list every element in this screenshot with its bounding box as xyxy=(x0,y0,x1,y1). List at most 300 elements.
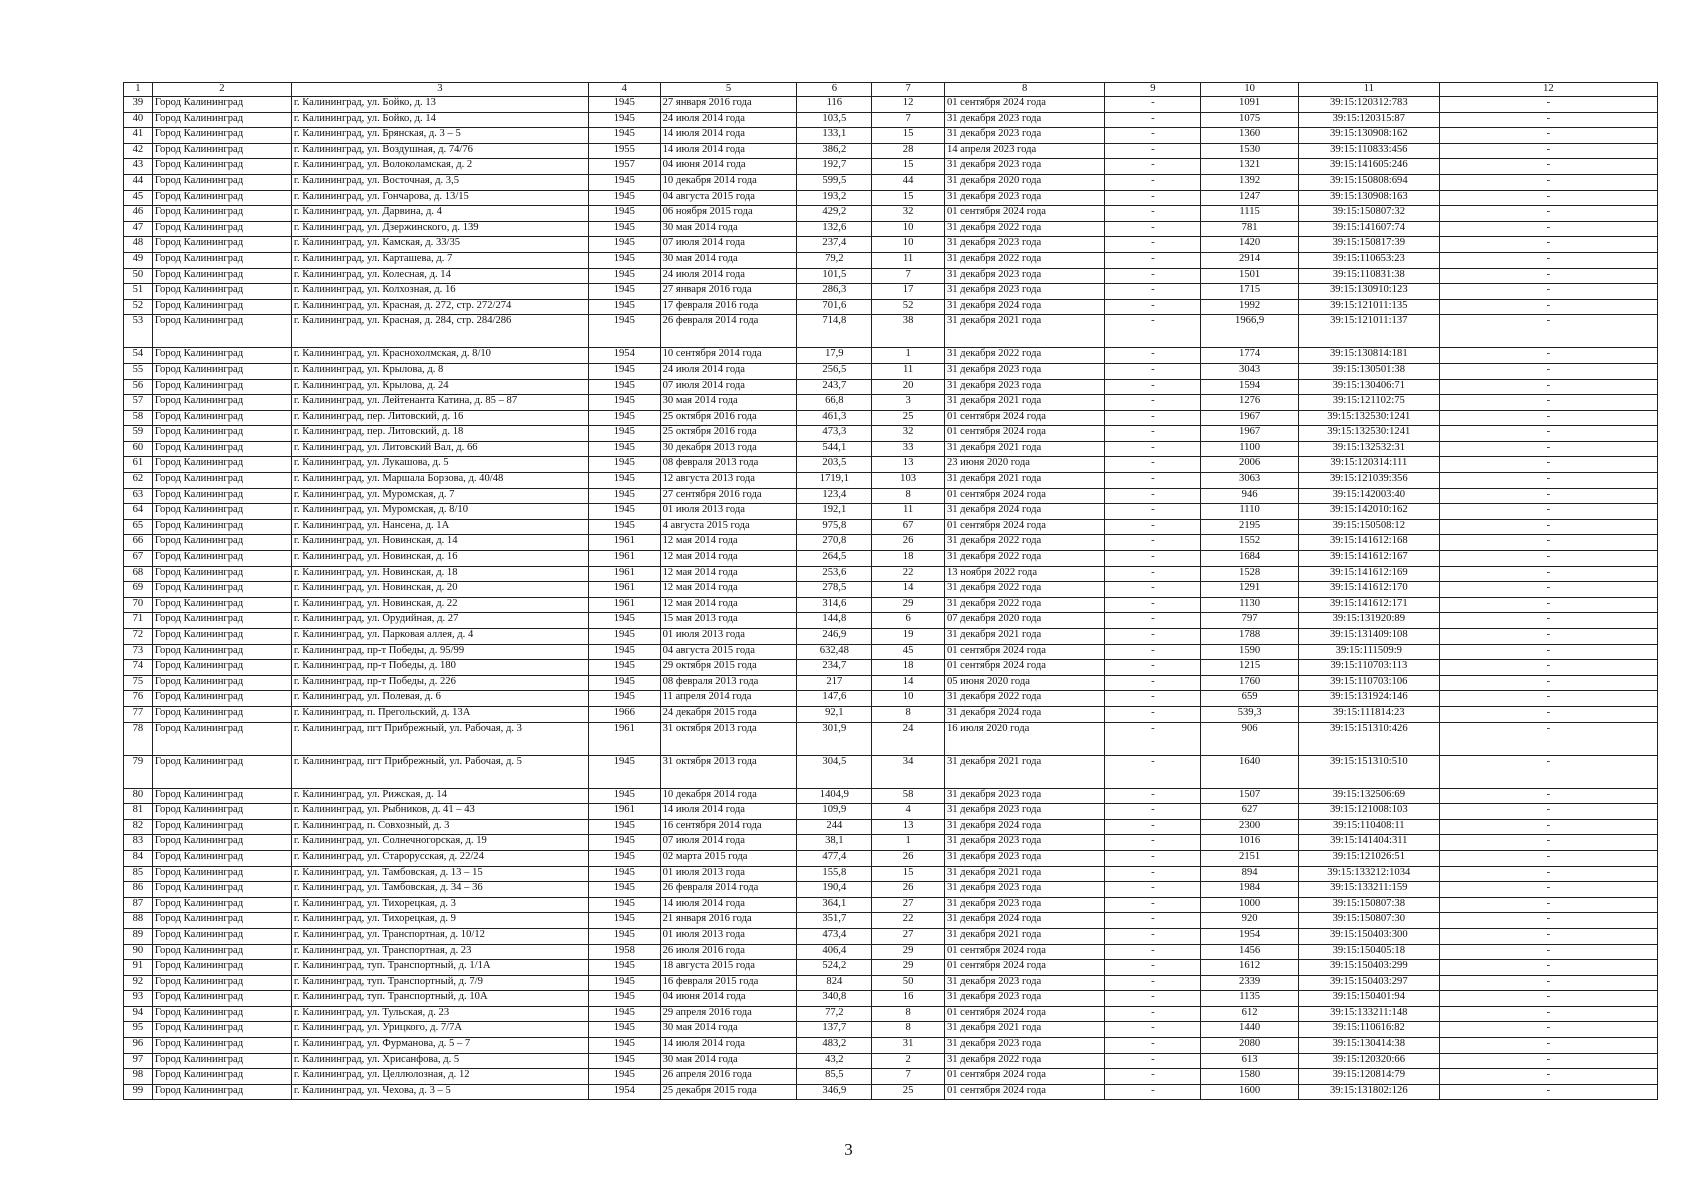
table-cell: 85,5 xyxy=(797,1069,872,1085)
table-cell: - xyxy=(1105,190,1201,206)
table-cell: 1945 xyxy=(588,395,660,411)
table-cell: 39:15:132530:1241 xyxy=(1298,426,1439,442)
table-cell: 39:15:142010:162 xyxy=(1298,504,1439,520)
table-cell: 31 декабря 2024 года xyxy=(944,706,1104,722)
table-cell: Город Калининград xyxy=(152,268,291,284)
table-cell: - xyxy=(1439,960,1657,976)
table-cell: 31 октября 2013 года xyxy=(660,722,797,755)
table-cell: г. Калининград, ул. Чехова, д. 3 – 5 xyxy=(291,1084,588,1100)
table-cell: - xyxy=(1105,1053,1201,1069)
table-cell: 13 xyxy=(872,457,945,473)
table-cell: Город Калининград xyxy=(152,379,291,395)
table-cell: 192,7 xyxy=(797,159,872,175)
table-cell: г. Калининград, ул. Краснохолмская, д. 8/10 xyxy=(291,348,588,364)
table-cell: - xyxy=(1439,691,1657,707)
table-row xyxy=(124,788,1658,804)
table-cell: 62 xyxy=(124,473,153,489)
table-cell: - xyxy=(1105,975,1201,991)
table-cell: 1291 xyxy=(1201,582,1298,598)
table-cell: - xyxy=(1105,613,1201,629)
table-row xyxy=(124,268,1658,284)
table-cell: 39:15:133211:148 xyxy=(1298,1006,1439,1022)
table-cell: 74 xyxy=(124,660,153,676)
table-cell: Город Калининград xyxy=(152,975,291,991)
table-cell: 18 августа 2015 года xyxy=(660,960,797,976)
table-cell: 8 xyxy=(872,1022,945,1038)
table-row xyxy=(124,1022,1658,1038)
table-row xyxy=(124,112,1658,128)
table-cell: 47 xyxy=(124,221,153,237)
table-cell: 1945 xyxy=(588,850,660,866)
table-cell: г. Калининград, ул. Тихорецкая, д. 9 xyxy=(291,913,588,929)
table-cell: 39:15:141605:246 xyxy=(1298,159,1439,175)
table-cell: Город Калининград xyxy=(152,928,291,944)
table-cell: 17,9 xyxy=(797,348,872,364)
table-cell: 01 сентября 2024 года xyxy=(944,519,1104,535)
table-cell: 16 февраля 2015 года xyxy=(660,975,797,991)
table-cell: 613 xyxy=(1201,1053,1298,1069)
table-cell: 30 мая 2014 года xyxy=(660,395,797,411)
table-row xyxy=(124,519,1658,535)
table-cell: 30 декабря 2013 года xyxy=(660,441,797,457)
table-cell: 12 мая 2014 года xyxy=(660,582,797,598)
table-cell: 19 xyxy=(872,629,945,645)
table-cell: 1640 xyxy=(1201,755,1298,788)
table-cell: 16 xyxy=(872,991,945,1007)
table-cell: 39:15:120320:66 xyxy=(1298,1053,1439,1069)
table-cell: 1954 xyxy=(588,348,660,364)
table-row xyxy=(124,426,1658,442)
table-cell: 137,7 xyxy=(797,1022,872,1038)
table-cell: 10 xyxy=(872,221,945,237)
table-cell: 39:15:141612:171 xyxy=(1298,597,1439,613)
table-cell: 2080 xyxy=(1201,1038,1298,1054)
table-cell: 8 xyxy=(872,1006,945,1022)
table-cell: - xyxy=(1105,504,1201,520)
table-cell: 39:15:121011:135 xyxy=(1298,299,1439,315)
table-cell: 07 июля 2014 года xyxy=(660,835,797,851)
table-cell: 10 декабря 2014 года xyxy=(660,788,797,804)
table-cell: Город Калининград xyxy=(152,535,291,551)
table-row xyxy=(124,944,1658,960)
table-cell: 1016 xyxy=(1201,835,1298,851)
table-cell: 1945 xyxy=(588,457,660,473)
table-cell: г. Калининград, ул. Орудийная, д. 27 xyxy=(291,613,588,629)
table-cell: - xyxy=(1439,159,1657,175)
table-cell: 1 xyxy=(872,835,945,851)
table-cell: 246,9 xyxy=(797,629,872,645)
table-cell: - xyxy=(1439,395,1657,411)
table-cell: 1100 xyxy=(1201,441,1298,457)
table-cell: г. Калининград, ул. Красная, д. 272, стр. 272/274 xyxy=(291,299,588,315)
table-cell: 26 xyxy=(872,535,945,551)
table-cell: Город Калининград xyxy=(152,473,291,489)
table-cell: 1945 xyxy=(588,174,660,190)
table-cell: 1404,9 xyxy=(797,788,872,804)
table-cell: 1788 xyxy=(1201,629,1298,645)
table-cell: Город Калининград xyxy=(152,97,291,113)
table-cell: г. Калининград, ул. Рижская, д. 14 xyxy=(291,788,588,804)
table-cell: - xyxy=(1105,960,1201,976)
table-cell: 101,5 xyxy=(797,268,872,284)
table-cell: 29 xyxy=(872,960,945,976)
table-cell: 43 xyxy=(124,159,153,175)
table-cell: 39:15:131409:108 xyxy=(1298,629,1439,645)
table-cell: 16 июля 2020 года xyxy=(944,722,1104,755)
table-cell: - xyxy=(1105,395,1201,411)
table-cell: - xyxy=(1105,835,1201,851)
table-cell: 314,6 xyxy=(797,597,872,613)
table-cell: 31 декабря 2022 года xyxy=(944,582,1104,598)
table-cell: 92,1 xyxy=(797,706,872,722)
table-cell: Город Калининград xyxy=(152,363,291,379)
table-row xyxy=(124,190,1658,206)
table-cell: 1600 xyxy=(1201,1084,1298,1100)
table-cell: 39:15:121011:137 xyxy=(1298,315,1439,348)
table-cell: 14 xyxy=(872,582,945,598)
table-cell: - xyxy=(1105,897,1201,913)
table-cell: 51 xyxy=(124,284,153,300)
table-cell: 1091 xyxy=(1201,97,1298,113)
table-cell: 01 сентября 2024 года xyxy=(944,410,1104,426)
table-cell: 39:15:150508:12 xyxy=(1298,519,1439,535)
table-cell: 22 xyxy=(872,913,945,929)
table-cell: г. Калининград, ул. Бойко, д. 14 xyxy=(291,112,588,128)
table-cell: - xyxy=(1439,143,1657,159)
table-cell: 31 декабря 2023 года xyxy=(944,112,1104,128)
table-cell: 31 октября 2013 года xyxy=(660,755,797,788)
table-cell: 1000 xyxy=(1201,897,1298,913)
table-cell: г. Калининград, ул. Новинская, д. 22 xyxy=(291,597,588,613)
table-cell: - xyxy=(1439,975,1657,991)
table-cell: 797 xyxy=(1201,613,1298,629)
table-cell: 1945 xyxy=(588,629,660,645)
table-cell: 31 декабря 2021 года xyxy=(944,395,1104,411)
table-cell: г. Калининград, пер. Литовский, д. 18 xyxy=(291,426,588,442)
table-cell: 45 xyxy=(124,190,153,206)
table-cell: - xyxy=(1439,819,1657,835)
table-cell: 81 xyxy=(124,804,153,820)
table-cell: Город Калининград xyxy=(152,441,291,457)
table-cell: 31 декабря 2022 года xyxy=(944,691,1104,707)
table-cell: Город Калининград xyxy=(152,660,291,676)
table-cell: г. Калининград, ул. Хрисанфова, д. 5 xyxy=(291,1053,588,1069)
table-cell: 92 xyxy=(124,975,153,991)
table-cell: 1961 xyxy=(588,535,660,551)
table-cell: 31 декабря 2023 года xyxy=(944,237,1104,253)
table-cell: 701,6 xyxy=(797,299,872,315)
table-cell: 08 февраля 2013 года xyxy=(660,675,797,691)
table-cell: 39:15:131924:146 xyxy=(1298,691,1439,707)
table-cell: 31 декабря 2023 года xyxy=(944,159,1104,175)
table-cell: 7 xyxy=(872,268,945,284)
table-cell: - xyxy=(1439,882,1657,898)
table-cell: 72 xyxy=(124,629,153,645)
table-cell: 539,3 xyxy=(1201,706,1298,722)
table-cell: 1961 xyxy=(588,597,660,613)
table-cell: 3043 xyxy=(1201,363,1298,379)
table-row xyxy=(124,755,1658,788)
table-cell: 11 xyxy=(872,363,945,379)
table-cell: - xyxy=(1439,473,1657,489)
table-row xyxy=(124,488,1658,504)
table-cell: - xyxy=(1439,237,1657,253)
table-cell: 39:15:110703:113 xyxy=(1298,660,1439,676)
table-cell: 1966,9 xyxy=(1201,315,1298,348)
table-cell: 04 августа 2015 года xyxy=(660,190,797,206)
table-row xyxy=(124,348,1658,364)
table-cell: 1456 xyxy=(1201,944,1298,960)
table-cell: 60 xyxy=(124,441,153,457)
table-cell: 94 xyxy=(124,1006,153,1022)
table-cell: 73 xyxy=(124,644,153,660)
table-cell: - xyxy=(1439,629,1657,645)
table-cell: 2300 xyxy=(1201,819,1298,835)
table-cell: Город Калининград xyxy=(152,788,291,804)
table-row xyxy=(124,1038,1658,1054)
table-cell: 88 xyxy=(124,913,153,929)
table-cell: 04 июня 2014 года xyxy=(660,991,797,1007)
table-row xyxy=(124,504,1658,520)
table-cell: г. Калининград, пр-т Победы, д. 180 xyxy=(291,660,588,676)
table-row xyxy=(124,159,1658,175)
table-cell: 217 xyxy=(797,675,872,691)
table-cell: Город Калининград xyxy=(152,850,291,866)
table-cell: 01 сентября 2024 года xyxy=(944,1084,1104,1100)
table-cell: 15 xyxy=(872,128,945,144)
table-cell: 39:15:130414:38 xyxy=(1298,1038,1439,1054)
table-cell: - xyxy=(1105,991,1201,1007)
table-cell: 1552 xyxy=(1201,535,1298,551)
table-cell: 61 xyxy=(124,457,153,473)
table-cell: Город Калининград xyxy=(152,128,291,144)
table-cell: 1961 xyxy=(588,804,660,820)
table-cell: 24 декабря 2015 года xyxy=(660,706,797,722)
table-cell: 13 xyxy=(872,819,945,835)
table-cell: 31 декабря 2021 года xyxy=(944,755,1104,788)
table-cell: 07 декабря 2020 года xyxy=(944,613,1104,629)
table-cell: Город Калининград xyxy=(152,174,291,190)
table-cell: - xyxy=(1439,613,1657,629)
table-cell: 54 xyxy=(124,348,153,364)
table-cell: 31 декабря 2024 года xyxy=(944,913,1104,929)
table-cell: 01 сентября 2024 года xyxy=(944,660,1104,676)
table-cell: 3 xyxy=(872,395,945,411)
table-cell: 04 августа 2015 года xyxy=(660,644,797,660)
table-cell: Город Калининград xyxy=(152,566,291,582)
table-cell: 66 xyxy=(124,535,153,551)
table-cell: 39:15:130814:181 xyxy=(1298,348,1439,364)
table-cell: г. Калининград, ул. Парковая аллея, д. 4 xyxy=(291,629,588,645)
table-cell: 39:15:132532:31 xyxy=(1298,441,1439,457)
table-cell: 39:15:120312:783 xyxy=(1298,97,1439,113)
table-cell: 1684 xyxy=(1201,551,1298,567)
table-cell: 01 сентября 2024 года xyxy=(944,944,1104,960)
table-cell: 31 декабря 2022 года xyxy=(944,348,1104,364)
table-cell: 1961 xyxy=(588,551,660,567)
table-cell: 68 xyxy=(124,566,153,582)
table-cell: г. Калининград, ул. Красная, д. 284, стр. 284/286 xyxy=(291,315,588,348)
table-row xyxy=(124,379,1658,395)
table-cell: 4 xyxy=(872,804,945,820)
table-cell: 31 декабря 2023 года xyxy=(944,991,1104,1007)
table-cell: г. Калининград, ул. Колесная, д. 14 xyxy=(291,268,588,284)
table-cell: 80 xyxy=(124,788,153,804)
table-row xyxy=(124,613,1658,629)
table-cell: 59 xyxy=(124,426,153,442)
table-cell: 524,2 xyxy=(797,960,872,976)
table-cell: 14 апреля 2023 года xyxy=(944,143,1104,159)
table-cell: 46 xyxy=(124,206,153,222)
table-row xyxy=(124,706,1658,722)
table-cell: 18 xyxy=(872,660,945,676)
table-row xyxy=(124,221,1658,237)
table-cell: 12 мая 2014 года xyxy=(660,535,797,551)
table-cell: 76 xyxy=(124,691,153,707)
table-cell: 71 xyxy=(124,613,153,629)
table-cell: - xyxy=(1105,268,1201,284)
table-cell: 67 xyxy=(872,519,945,535)
table-cell: 31 декабря 2022 года xyxy=(944,551,1104,567)
table-cell: Город Калининград xyxy=(152,395,291,411)
table-cell: 203,5 xyxy=(797,457,872,473)
table-cell: 1321 xyxy=(1201,159,1298,175)
table-cell: - xyxy=(1105,1038,1201,1054)
table-row xyxy=(124,991,1658,1007)
table-cell: 1215 xyxy=(1201,660,1298,676)
table-row xyxy=(124,722,1658,755)
table-cell: 07 июля 2014 года xyxy=(660,237,797,253)
table-cell: - xyxy=(1439,1053,1657,1069)
table-cell: 1945 xyxy=(588,128,660,144)
table-cell: - xyxy=(1105,660,1201,676)
table-cell: 1945 xyxy=(588,675,660,691)
table-cell: 461,3 xyxy=(797,410,872,426)
table-cell: 39:15:131920:89 xyxy=(1298,613,1439,629)
table-cell: Город Калининград xyxy=(152,613,291,629)
table-cell: - xyxy=(1439,551,1657,567)
table-cell: 1945 xyxy=(588,363,660,379)
table-cell: 103,5 xyxy=(797,112,872,128)
table-cell: 13 ноября 2022 года xyxy=(944,566,1104,582)
table-cell: - xyxy=(1105,488,1201,504)
table-cell: 39:15:120314:111 xyxy=(1298,457,1439,473)
column-header: 3 xyxy=(291,83,588,97)
table-cell: 57 xyxy=(124,395,153,411)
table-cell: Город Калининград xyxy=(152,457,291,473)
table-cell: - xyxy=(1105,363,1201,379)
table-cell: 25 октября 2016 года xyxy=(660,426,797,442)
table-cell: г. Калининград, пгт Прибрежный, ул. Рабочая, д. 5 xyxy=(291,755,588,788)
table-cell: 1961 xyxy=(588,722,660,755)
table-cell: - xyxy=(1439,174,1657,190)
table-cell: 29 апреля 2016 года xyxy=(660,1006,797,1022)
table-cell: - xyxy=(1105,221,1201,237)
table-cell: 1954 xyxy=(588,1084,660,1100)
table-cell: 192,1 xyxy=(797,504,872,520)
table-cell: 01 сентября 2024 года xyxy=(944,1006,1104,1022)
table-cell: - xyxy=(1105,535,1201,551)
table-cell: 1945 xyxy=(588,252,660,268)
table-cell: 30 мая 2014 года xyxy=(660,252,797,268)
table-cell: г. Калининград, ул. Новинская, д. 14 xyxy=(291,535,588,551)
table-cell: 2006 xyxy=(1201,457,1298,473)
table-cell: 32 xyxy=(872,426,945,442)
table-cell: 10 xyxy=(872,237,945,253)
table-row xyxy=(124,850,1658,866)
table-cell: 50 xyxy=(872,975,945,991)
table-cell: 346,9 xyxy=(797,1084,872,1100)
table-cell: 1945 xyxy=(588,473,660,489)
table-cell: г. Калининград, ул. Лукашова, д. 5 xyxy=(291,457,588,473)
table-cell: 1945 xyxy=(588,426,660,442)
table-cell: - xyxy=(1105,237,1201,253)
table-cell: 116 xyxy=(797,97,872,113)
table-cell: 6 xyxy=(872,613,945,629)
table-cell: 39:15:132506:69 xyxy=(1298,788,1439,804)
table-cell: 11 апреля 2014 года xyxy=(660,691,797,707)
table-cell: - xyxy=(1105,97,1201,113)
table-cell: 69 xyxy=(124,582,153,598)
table-cell: г. Калининград, туп. Транспортный, д. 1/1А xyxy=(291,960,588,976)
table-row xyxy=(124,143,1658,159)
table-cell: 29 xyxy=(872,944,945,960)
table-cell: Город Калининград xyxy=(152,426,291,442)
table-cell: 1719,1 xyxy=(797,473,872,489)
table-cell: 01 июля 2013 года xyxy=(660,866,797,882)
table-cell: 01 сентября 2024 года xyxy=(944,488,1104,504)
table-cell: 1945 xyxy=(588,284,660,300)
table-cell: - xyxy=(1439,535,1657,551)
table-cell: 1945 xyxy=(588,1053,660,1069)
table-cell: 31 декабря 2021 года xyxy=(944,866,1104,882)
table-cell: 406,4 xyxy=(797,944,872,960)
table-cell: 52 xyxy=(872,299,945,315)
table-cell: - xyxy=(1439,755,1657,788)
table-cell: 01 сентября 2024 года xyxy=(944,960,1104,976)
table-cell: 65 xyxy=(124,519,153,535)
table-cell: 599,5 xyxy=(797,174,872,190)
table-cell: Город Калининград xyxy=(152,722,291,755)
table-cell: Город Калининград xyxy=(152,755,291,788)
table-cell: г. Калининград, ул. Крылова, д. 8 xyxy=(291,363,588,379)
column-header: 9 xyxy=(1105,83,1201,97)
table-cell: 1966 xyxy=(588,706,660,722)
table-cell: 256,5 xyxy=(797,363,872,379)
table-cell: - xyxy=(1105,1022,1201,1038)
table-cell: - xyxy=(1105,379,1201,395)
table-cell: - xyxy=(1439,675,1657,691)
table-cell: г. Калининград, ул. Муромская, д. 7 xyxy=(291,488,588,504)
table-cell: 1945 xyxy=(588,1022,660,1038)
table-cell: 39:15:110703:106 xyxy=(1298,675,1439,691)
table-cell: г. Калининград, ул. Старорусская, д. 22/24 xyxy=(291,850,588,866)
table-cell: - xyxy=(1439,488,1657,504)
table-cell: 39:15:121026:51 xyxy=(1298,850,1439,866)
table-cell: 31 декабря 2024 года xyxy=(944,504,1104,520)
table-cell: - xyxy=(1105,866,1201,882)
table-cell: 1945 xyxy=(588,866,660,882)
table-cell: 63 xyxy=(124,488,153,504)
table-cell: 20 xyxy=(872,379,945,395)
table-cell: 429,2 xyxy=(797,206,872,222)
table-cell: - xyxy=(1105,519,1201,535)
table-cell: 31 декабря 2024 года xyxy=(944,819,1104,835)
table-cell: 1945 xyxy=(588,1069,660,1085)
table-cell: Город Калининград xyxy=(152,551,291,567)
table-cell: 15 xyxy=(872,866,945,882)
table-cell: г. Калининград, ул. Воздушная, д. 74/76 xyxy=(291,143,588,159)
